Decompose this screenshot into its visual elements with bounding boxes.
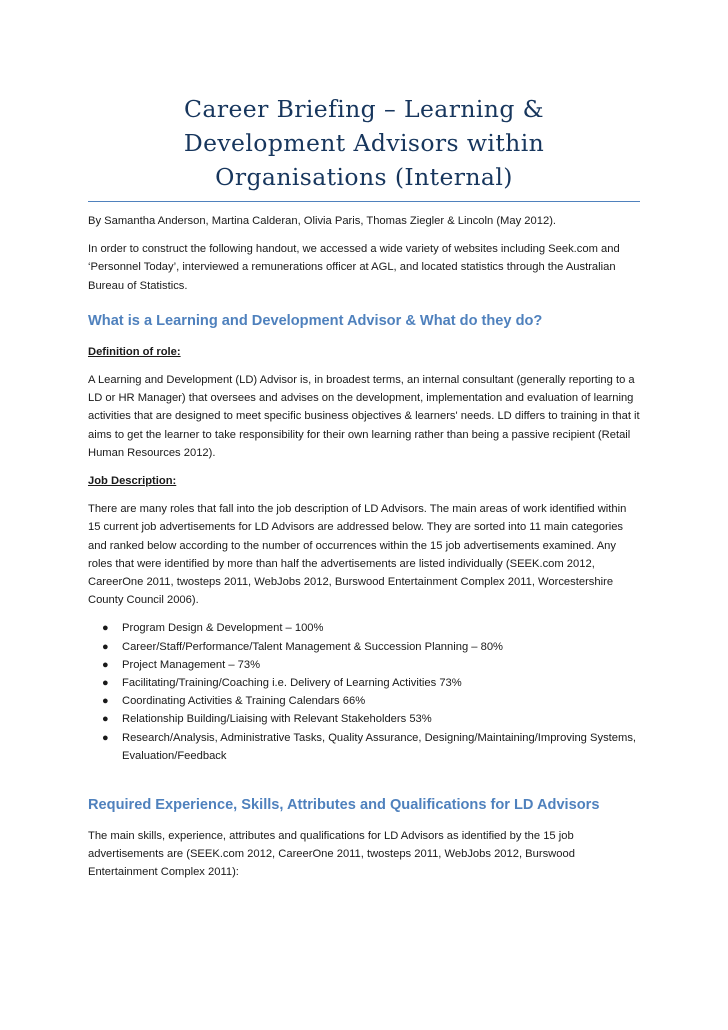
section-heading-what-is-ld: What is a Learning and Development Advisor & What do they do? (88, 312, 543, 329)
document-page (88, 92, 640, 892)
requirements-paragraph: The main skills, experience, attributes and qualifications for LD Advisors as identified by the 15 job advertisements are (SEEK.com 2012, CareerOne 2011, twosteps 2011, WebJobs 2012, Burswood Entertainment Complex 2011): (88, 830, 575, 879)
list-item-text: Program Design & Development – 100% (122, 622, 324, 635)
list-item (102, 729, 640, 765)
definition-heading: Definition of role: (88, 345, 181, 358)
list-item-text: Relationship Building/Liaising with Relevant Stakeholders 53% (122, 713, 432, 726)
bullet-icon: ● (102, 731, 109, 744)
bullet-icon: ● (102, 622, 109, 635)
bullet-icon: ● (102, 677, 109, 690)
title-line-3: Organisations (Internal) (215, 163, 513, 191)
bullet-icon: ● (102, 658, 109, 671)
job-description-heading: Job Description: (88, 475, 177, 488)
list-item-text: Coordinating Activities & Training Calendars 66% (122, 695, 366, 708)
bullet-icon: ● (102, 640, 109, 653)
list-item (102, 619, 640, 637)
authors-line: By Samantha Anderson, Martina Calderan, Olivia Paris, Thomas Ziegler & Lincoln (May 2012). (88, 215, 557, 227)
section-heading-requirements: Required Experience, Skills, Attributes and Qualifications for LD Advisors (88, 797, 600, 814)
list-item (102, 710, 640, 728)
list-item-text: Research/Analysis, Administrative Tasks, Quality Assurance, Designing/Maintaining/Improving Systems, Evaluation/Feedback (122, 731, 637, 762)
definition-paragraph: A Learning and Development (LD) Advisor is, in broadest terms, an internal consultant (generally reporting to a LD or HR Manager) that oversees and advises on the development, implementation and evaluation of learning activities that are designed to meet specific business objectives & learners' needs. LD differs to training in that it aims to get the learner to take responsibility for their own learning rather than being a passive recipient (Retail Human Resources 2012). (88, 374, 640, 459)
list-item (102, 656, 640, 674)
job-description-paragraph: There are many roles that fall into the job description of LD Advisors. The main areas of work identified within 15 current job advertisements for LD Advisors are addressed below. They are sorted into 11 main categories and ranked below according to the number of occurrences within the 15 job advertisements examined. Any roles that were identified by more than half the advertisements are listed individually (SEEK.com 2012, CareerOne 2011, twosteps 2011, WebJobs 2012, Burswood Entertainment Complex 2011, Worcestershire County Council 2006). (88, 503, 627, 607)
job-roles-list (88, 619, 640, 765)
bullet-icon: ● (102, 713, 109, 726)
list-item-text: Career/Staff/Performance/Talent Management & Succession Planning – 80% (122, 640, 504, 653)
title-line-2: Development Advisors within (183, 129, 545, 157)
list-item (102, 692, 640, 710)
list-item (102, 638, 640, 656)
title-line-1: Career Briefing – Learning & (184, 95, 544, 123)
bullet-icon: ● (102, 695, 109, 708)
title-divider (88, 201, 640, 202)
list-item-text: Facilitating/Training/Coaching i.e. Delivery of Learning Activities 73% (122, 677, 462, 690)
list-item (102, 674, 640, 692)
list-item-text: Project Management – 73% (122, 658, 261, 671)
document-title (88, 92, 640, 197)
intro-paragraph: In order to construct the following handout, we accessed a wide variety of websites including Seek.com and ‘Personnel Today’, interviewed a remunerations officer at AGL, and located statistics through the Australian Bureau of Statistics. (88, 243, 620, 292)
